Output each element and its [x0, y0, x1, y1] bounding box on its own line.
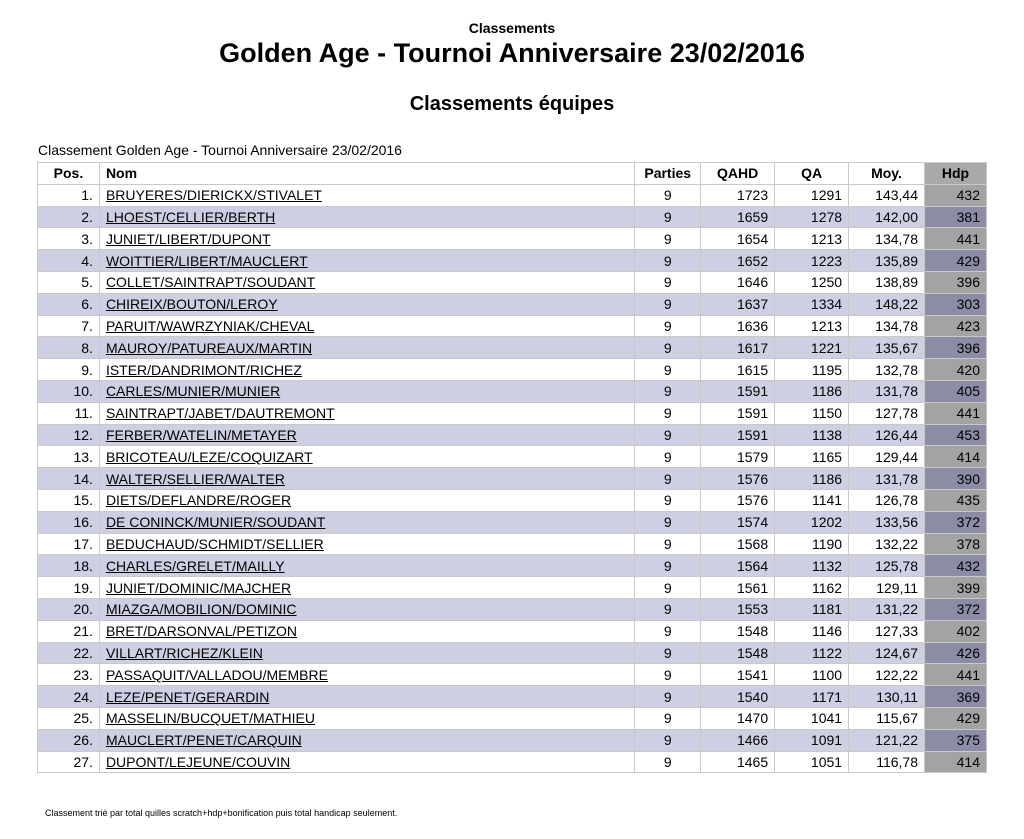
table-row — [38, 359, 987, 381]
cell-team-name — [99, 468, 634, 490]
cell-pos: 11. — [38, 402, 100, 424]
team-link[interactable]: BRET/DARSONVAL/PETIZON — [105, 623, 298, 640]
cell-qahd: 1576 — [701, 468, 775, 490]
cell-hdp: 435 — [925, 489, 987, 511]
cell-qa: 1186 — [775, 380, 849, 402]
cell-qahd: 1574 — [701, 511, 775, 533]
cell-hdp: 402 — [925, 620, 987, 642]
table-row — [38, 337, 987, 359]
team-link[interactable]: DUPONT/LEJEUNE/COUVIN — [105, 753, 291, 770]
cell-qahd: 1654 — [701, 228, 775, 250]
cell-qa: 1162 — [775, 577, 849, 599]
cell-qa: 1051 — [775, 751, 849, 773]
rankings-table — [37, 162, 987, 773]
table-row — [38, 293, 987, 315]
cell-team-name — [99, 250, 634, 272]
cell-hdp: 429 — [925, 707, 987, 729]
cell-pos: 9. — [38, 359, 100, 381]
cell-hdp: 396 — [925, 271, 987, 293]
cell-qahd: 1591 — [701, 380, 775, 402]
cell-parties: 9 — [635, 489, 701, 511]
team-link[interactable]: CHARLES/GRELET/MAILLY — [105, 557, 285, 574]
table-header-row — [38, 163, 987, 185]
table-row — [38, 686, 987, 708]
cell-moy: 134,78 — [849, 228, 925, 250]
cell-qa: 1181 — [775, 598, 849, 620]
cell-qahd: 1465 — [701, 751, 775, 773]
cell-moy: 132,78 — [849, 359, 925, 381]
cell-moy: 131,22 — [849, 598, 925, 620]
team-link[interactable]: JUNIET/LIBERT/DUPONT — [105, 230, 271, 247]
cell-qa: 1171 — [775, 686, 849, 708]
team-link[interactable]: MAUCLERT/PENET/CARQUIN — [105, 732, 302, 749]
team-link[interactable]: DE CONINCK/MUNIER/SOUDANT — [105, 514, 326, 531]
column-header-moy[interactable]: Moy. — [849, 163, 925, 185]
cell-qa: 1041 — [775, 707, 849, 729]
cell-qahd: 1591 — [701, 402, 775, 424]
cell-team-name — [99, 315, 634, 337]
cell-qa: 1091 — [775, 729, 849, 751]
table-row — [38, 250, 987, 272]
cell-qa: 1141 — [775, 489, 849, 511]
cell-moy: 121,22 — [849, 729, 925, 751]
cell-pos: 27. — [38, 751, 100, 773]
cell-parties: 9 — [635, 729, 701, 751]
cell-qa: 1138 — [775, 424, 849, 446]
table-row — [38, 228, 987, 250]
cell-moy: 122,22 — [849, 664, 925, 686]
cell-pos: 1. — [38, 184, 100, 206]
team-link[interactable]: SAINTRAPT/JABET/DAUTREMONT — [105, 405, 335, 422]
cell-moy: 115,67 — [849, 707, 925, 729]
cell-qahd: 1652 — [701, 250, 775, 272]
cell-pos: 7. — [38, 315, 100, 337]
table-row — [38, 533, 987, 555]
cell-qa: 1195 — [775, 359, 849, 381]
cell-pos: 6. — [38, 293, 100, 315]
cell-pos: 22. — [38, 642, 100, 664]
cell-hdp: 399 — [925, 577, 987, 599]
cell-team-name — [99, 337, 634, 359]
cell-pos: 15. — [38, 489, 100, 511]
cell-moy: 135,89 — [849, 250, 925, 272]
cell-pos: 13. — [38, 446, 100, 468]
cell-parties: 9 — [635, 642, 701, 664]
cell-parties: 9 — [635, 620, 701, 642]
table-row — [38, 642, 987, 664]
table-row — [38, 489, 987, 511]
team-link[interactable]: WOITTIER/LIBERT/MAUCLERT — [105, 252, 308, 269]
cell-qahd: 1553 — [701, 598, 775, 620]
cell-hdp: 414 — [925, 446, 987, 468]
cell-hdp: 429 — [925, 250, 987, 272]
cell-team-name — [99, 620, 634, 642]
cell-team-name — [99, 598, 634, 620]
cell-team-name — [99, 184, 634, 206]
cell-qahd: 1548 — [701, 642, 775, 664]
table-row — [38, 206, 987, 228]
cell-qahd: 1659 — [701, 206, 775, 228]
cell-qa: 1250 — [775, 271, 849, 293]
cell-team-name — [99, 642, 634, 664]
cell-parties: 9 — [635, 511, 701, 533]
cell-parties: 9 — [635, 293, 701, 315]
cell-qa: 1213 — [775, 228, 849, 250]
cell-qahd: 1579 — [701, 446, 775, 468]
team-link[interactable]: FERBER/WATELIN/METAYER — [105, 426, 297, 443]
table-row — [38, 380, 987, 402]
team-link[interactable]: MASSELIN/BUCQUET/MATHIEU — [105, 710, 315, 727]
cell-parties: 9 — [635, 598, 701, 620]
table-row — [38, 184, 987, 206]
cell-team-name — [99, 228, 634, 250]
column-header-qa[interactable]: QA — [775, 163, 849, 185]
cell-pos: 5. — [38, 271, 100, 293]
cell-hdp: 405 — [925, 380, 987, 402]
team-link[interactable]: PARUIT/WAWRZYNIAK/CHEVAL — [105, 317, 315, 334]
team-link[interactable]: BEDUCHAUD/SCHMIDT/SELLIER — [105, 535, 324, 552]
team-link[interactable]: LHOEST/CELLIER/BERTH — [105, 208, 276, 225]
cell-parties: 9 — [635, 468, 701, 490]
table-row — [38, 707, 987, 729]
cell-qahd: 1576 — [701, 489, 775, 511]
cell-moy: 126,44 — [849, 424, 925, 446]
table-row — [38, 751, 987, 773]
cell-team-name — [99, 359, 634, 381]
cell-parties: 9 — [635, 707, 701, 729]
page-kicker: Classements — [468, 20, 556, 36]
cell-qahd: 1615 — [701, 359, 775, 381]
cell-parties: 9 — [635, 337, 701, 359]
cell-pos: 10. — [38, 380, 100, 402]
cell-qahd: 1540 — [701, 686, 775, 708]
cell-pos: 18. — [38, 555, 100, 577]
cell-qahd: 1568 — [701, 533, 775, 555]
team-link[interactable]: BRUYERES/DIERICKX/STIVALET — [105, 187, 322, 204]
cell-parties: 9 — [635, 424, 701, 446]
cell-team-name — [99, 293, 634, 315]
table-caption: Classement Golden Age - Tournoi Anniversaire 23/02/2016 — [38, 142, 402, 158]
table-row — [38, 511, 987, 533]
table-row — [38, 315, 987, 337]
cell-moy: 143,44 — [849, 184, 925, 206]
cell-parties: 9 — [635, 402, 701, 424]
cell-qa: 1334 — [775, 293, 849, 315]
cell-hdp: 432 — [925, 555, 987, 577]
team-link[interactable]: BRICOTEAU/LEZE/COQUIZART — [105, 448, 313, 465]
column-header-nom[interactable]: Nom — [99, 163, 634, 185]
cell-parties: 9 — [635, 315, 701, 337]
cell-qa: 1213 — [775, 315, 849, 337]
cell-hdp: 369 — [925, 686, 987, 708]
cell-moy: 135,67 — [849, 337, 925, 359]
cell-moy: 142,00 — [849, 206, 925, 228]
table-row — [38, 271, 987, 293]
cell-moy: 125,78 — [849, 555, 925, 577]
team-link[interactable]: JUNIET/DOMINIC/MAJCHER — [105, 579, 292, 596]
cell-team-name — [99, 511, 634, 533]
cell-team-name — [99, 555, 634, 577]
cell-pos: 19. — [38, 577, 100, 599]
section-title: Classements équipes — [409, 93, 615, 115]
cell-hdp: 423 — [925, 315, 987, 337]
cell-hdp: 426 — [925, 642, 987, 664]
cell-hdp: 453 — [925, 424, 987, 446]
team-link[interactable]: DIETS/DEFLANDRE/ROGER — [105, 492, 292, 509]
cell-pos: 8. — [38, 337, 100, 359]
cell-parties: 9 — [635, 184, 701, 206]
cell-team-name — [99, 206, 634, 228]
cell-qa: 1146 — [775, 620, 849, 642]
cell-pos: 3. — [38, 228, 100, 250]
cell-qahd: 1561 — [701, 577, 775, 599]
cell-pos: 21. — [38, 620, 100, 642]
cell-team-name — [99, 533, 634, 555]
cell-team-name — [99, 729, 634, 751]
cell-hdp: 420 — [925, 359, 987, 381]
table-row — [38, 402, 987, 424]
cell-parties: 9 — [635, 271, 701, 293]
team-link[interactable]: ISTER/DANDRIMONT/RICHEZ — [105, 361, 302, 378]
cell-team-name — [99, 446, 634, 468]
cell-hdp: 396 — [925, 337, 987, 359]
team-link[interactable]: VILLART/RICHEZ/KLEIN — [105, 644, 263, 661]
cell-team-name — [99, 489, 634, 511]
cell-hdp: 441 — [925, 228, 987, 250]
cell-parties: 9 — [635, 751, 701, 773]
cell-moy: 138,89 — [849, 271, 925, 293]
table-row — [38, 664, 987, 686]
cell-team-name — [99, 577, 634, 599]
cell-moy: 124,67 — [849, 642, 925, 664]
cell-pos: 12. — [38, 424, 100, 446]
cell-qahd: 1636 — [701, 315, 775, 337]
cell-moy: 132,22 — [849, 533, 925, 555]
cell-qa: 1100 — [775, 664, 849, 686]
cell-team-name — [99, 424, 634, 446]
cell-pos: 23. — [38, 664, 100, 686]
cell-hdp: 303 — [925, 293, 987, 315]
table-row — [38, 577, 987, 599]
cell-hdp: 372 — [925, 511, 987, 533]
cell-hdp: 372 — [925, 598, 987, 620]
table-row — [38, 446, 987, 468]
table-footnote: Classement trié par total quilles scratch+hdp+bonification puis total handicap seulement. — [45, 808, 398, 818]
cell-pos: 17. — [38, 533, 100, 555]
cell-hdp: 441 — [925, 402, 987, 424]
cell-moy: 127,78 — [849, 402, 925, 424]
cell-qahd: 1591 — [701, 424, 775, 446]
cell-hdp: 441 — [925, 664, 987, 686]
cell-team-name — [99, 402, 634, 424]
cell-hdp: 378 — [925, 533, 987, 555]
team-link[interactable]: WALTER/SELLIER/WALTER — [105, 470, 285, 487]
cell-moy: 134,78 — [849, 315, 925, 337]
cell-pos: 20. — [38, 598, 100, 620]
cell-team-name — [99, 686, 634, 708]
cell-parties: 9 — [635, 446, 701, 468]
table-row — [38, 424, 987, 446]
cell-team-name — [99, 707, 634, 729]
cell-parties: 9 — [635, 380, 701, 402]
cell-qahd: 1637 — [701, 293, 775, 315]
cell-team-name — [99, 751, 634, 773]
team-link[interactable]: CHIREIX/BOUTON/LEROY — [105, 296, 278, 313]
cell-pos: 24. — [38, 686, 100, 708]
cell-qa: 1165 — [775, 446, 849, 468]
table-row — [38, 555, 987, 577]
cell-qahd: 1470 — [701, 707, 775, 729]
cell-moy: 133,56 — [849, 511, 925, 533]
cell-qa: 1132 — [775, 555, 849, 577]
cell-parties: 9 — [635, 577, 701, 599]
cell-pos: 26. — [38, 729, 100, 751]
cell-parties: 9 — [635, 533, 701, 555]
cell-qahd: 1466 — [701, 729, 775, 751]
cell-pos: 16. — [38, 511, 100, 533]
cell-pos: 25. — [38, 707, 100, 729]
cell-qahd: 1564 — [701, 555, 775, 577]
cell-hdp: 381 — [925, 206, 987, 228]
cell-qahd: 1548 — [701, 620, 775, 642]
table-body — [38, 184, 987, 773]
cell-qahd: 1646 — [701, 271, 775, 293]
cell-pos: 4. — [38, 250, 100, 272]
cell-qahd: 1723 — [701, 184, 775, 206]
cell-moy: 148,22 — [849, 293, 925, 315]
cell-moy: 126,78 — [849, 489, 925, 511]
cell-parties: 9 — [635, 664, 701, 686]
cell-qa: 1190 — [775, 533, 849, 555]
cell-hdp: 432 — [925, 184, 987, 206]
team-link[interactable]: CARLES/MUNIER/MUNIER — [105, 383, 281, 400]
cell-qahd: 1541 — [701, 664, 775, 686]
cell-qa: 1221 — [775, 337, 849, 359]
cell-parties: 9 — [635, 250, 701, 272]
cell-team-name — [99, 664, 634, 686]
column-header-hdp[interactable]: Hdp — [925, 163, 987, 185]
cell-moy: 131,78 — [849, 468, 925, 490]
cell-parties: 9 — [635, 359, 701, 381]
cell-moy: 129,11 — [849, 577, 925, 599]
cell-pos: 2. — [38, 206, 100, 228]
column-header-pos[interactable]: Pos. — [38, 163, 100, 185]
table-row — [38, 468, 987, 490]
cell-qa: 1278 — [775, 206, 849, 228]
cell-moy: 131,78 — [849, 380, 925, 402]
cell-moy: 129,44 — [849, 446, 925, 468]
cell-moy: 116,78 — [849, 751, 925, 773]
table-row — [38, 620, 987, 642]
cell-qa: 1186 — [775, 468, 849, 490]
cell-parties: 9 — [635, 555, 701, 577]
cell-team-name — [99, 380, 634, 402]
column-header-qahd[interactable]: QAHD — [701, 163, 775, 185]
team-link[interactable]: COLLET/SAINTRAPT/SOUDANT — [105, 274, 316, 291]
cell-qa: 1150 — [775, 402, 849, 424]
page-title: Golden Age - Tournoi Anniversaire 23/02/2016 — [219, 38, 805, 68]
cell-moy: 127,33 — [849, 620, 925, 642]
cell-hdp: 390 — [925, 468, 987, 490]
team-link[interactable]: PASSAQUIT/VALLADOU/MEMBRE — [105, 666, 328, 683]
team-link[interactable]: MIAZGA/MOBILION/DOMINIC — [105, 601, 297, 618]
cell-team-name — [99, 271, 634, 293]
cell-qa: 1122 — [775, 642, 849, 664]
cell-moy: 130,11 — [849, 686, 925, 708]
cell-qahd: 1617 — [701, 337, 775, 359]
team-link[interactable]: LEZE/PENET/GERARDIN — [105, 688, 270, 705]
table-row — [38, 598, 987, 620]
table-row — [38, 729, 987, 751]
cell-hdp: 375 — [925, 729, 987, 751]
cell-parties: 9 — [635, 228, 701, 250]
cell-parties: 9 — [635, 206, 701, 228]
team-link[interactable]: MAUROY/PATUREAUX/MARTIN — [105, 339, 313, 356]
cell-parties: 9 — [635, 686, 701, 708]
cell-qa: 1202 — [775, 511, 849, 533]
cell-hdp: 414 — [925, 751, 987, 773]
cell-qa: 1223 — [775, 250, 849, 272]
column-header-parties[interactable]: Parties — [635, 163, 701, 185]
cell-qa: 1291 — [775, 184, 849, 206]
cell-pos: 14. — [38, 468, 100, 490]
